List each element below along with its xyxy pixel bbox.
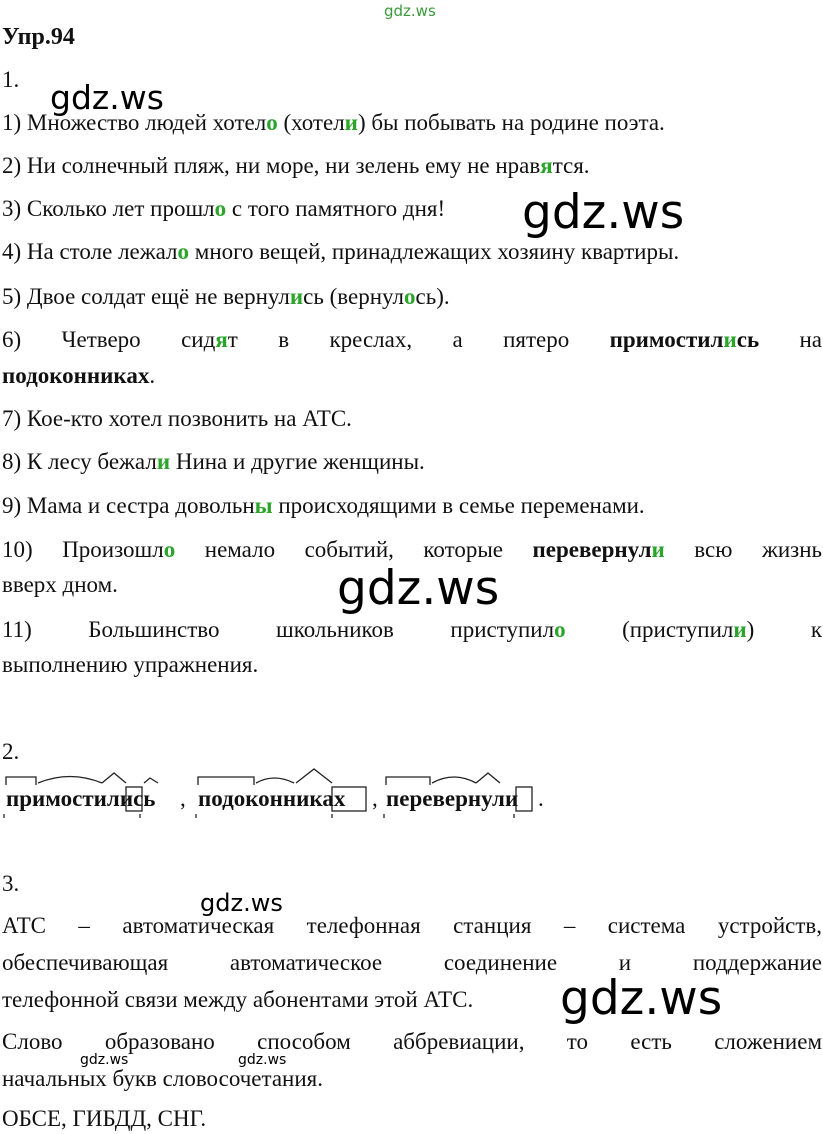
word: есть bbox=[630, 1029, 672, 1054]
word: Слово bbox=[2, 1029, 63, 1054]
text: 1) Множество людей хотел bbox=[2, 110, 267, 135]
section3-p3: ОБСЕ, ГИБДД, СНГ. bbox=[2, 1106, 207, 1131]
word: а bbox=[452, 327, 463, 352]
stem-bracket bbox=[4, 814, 140, 818]
text: 3) Сколько лет прошл bbox=[2, 196, 215, 221]
word: креслах, bbox=[329, 327, 413, 352]
text: приступил bbox=[450, 617, 555, 642]
morpheme-word: подоконниках bbox=[198, 786, 346, 811]
sentence-11-line-2: выполнению упражнения. bbox=[2, 652, 259, 677]
sentence-6-line-2 bbox=[2, 362, 822, 390]
text: 9) Мама и сестра довольн bbox=[2, 493, 255, 518]
word: немало bbox=[204, 537, 276, 562]
word: всю bbox=[694, 537, 733, 562]
word: и bbox=[618, 950, 632, 975]
ending-highlight: я bbox=[540, 153, 553, 178]
word: способом bbox=[257, 1029, 351, 1054]
word: в bbox=[278, 327, 290, 352]
sentence-4 bbox=[2, 238, 822, 266]
ending-highlight: и bbox=[344, 110, 358, 135]
watermark: gdz.ws bbox=[560, 971, 723, 1026]
ending-highlight: я bbox=[215, 327, 228, 352]
word: соединение bbox=[443, 950, 558, 975]
text: (хотел bbox=[277, 110, 345, 135]
word-bold bbox=[533, 537, 665, 562]
section3-p1-line-1 bbox=[2, 912, 822, 940]
watermark: gdz.ws bbox=[200, 889, 283, 917]
text: т bbox=[227, 327, 238, 352]
word: на bbox=[799, 327, 823, 352]
ending-highlight: о bbox=[266, 110, 278, 135]
text: ) бы побывать на родине поэта. bbox=[357, 110, 665, 135]
watermark: gdz.ws bbox=[50, 78, 164, 117]
text: 2) Ни солнечный пляж, ни море, ни зелень ему не нрав bbox=[2, 153, 541, 178]
section1-number: 1. bbox=[2, 67, 20, 92]
morpheme-word: перевернули bbox=[386, 786, 519, 811]
watermark: gdz.ws bbox=[238, 1052, 287, 1068]
word bbox=[450, 617, 565, 642]
word: к bbox=[810, 617, 823, 642]
stem-bracket bbox=[384, 814, 514, 818]
prefix-mark bbox=[6, 777, 36, 785]
text: примостил bbox=[609, 327, 724, 352]
word-bold: подоконниках bbox=[2, 363, 150, 388]
word: 6) Четверо bbox=[2, 327, 141, 352]
separator: . bbox=[538, 786, 544, 811]
ending-highlight: о bbox=[163, 537, 176, 562]
suffix-mark bbox=[296, 769, 332, 783]
watermark-top: gdz.ws bbox=[384, 2, 436, 20]
separator: , bbox=[180, 786, 186, 811]
prefix-mark bbox=[198, 777, 254, 785]
word: поддержание bbox=[692, 950, 823, 975]
morpheme-word: примостились bbox=[6, 786, 156, 811]
word: АТС bbox=[2, 913, 46, 938]
word: станция bbox=[453, 913, 532, 938]
sentence-8 bbox=[2, 448, 822, 476]
word: обеспечивающая bbox=[2, 950, 169, 975]
ending-highlight: и bbox=[651, 537, 665, 562]
section2-number: 2. bbox=[2, 739, 20, 764]
text: (приступил bbox=[622, 617, 734, 642]
word: то bbox=[566, 1029, 589, 1054]
text: происходящими в семье переменами. bbox=[272, 493, 645, 518]
word bbox=[181, 327, 238, 352]
root-arc bbox=[38, 777, 102, 784]
text: сид bbox=[181, 327, 216, 352]
separator: , bbox=[372, 786, 378, 811]
word: жизнь bbox=[761, 537, 823, 562]
word: 11) Большинство bbox=[2, 617, 220, 642]
sentence-6-line-1 bbox=[2, 326, 822, 354]
text: Произошл bbox=[62, 537, 164, 562]
section3-number: 3. bbox=[2, 871, 20, 896]
ending-highlight: ы bbox=[254, 493, 273, 518]
text: Нина и другие женщины. bbox=[170, 449, 425, 474]
word bbox=[62, 537, 175, 562]
sentence-5 bbox=[2, 283, 822, 311]
word: – bbox=[563, 913, 576, 938]
ending-highlight: о bbox=[214, 196, 227, 221]
text: много вещей, принадлежащих хозяину квартиры. bbox=[189, 239, 680, 264]
sentence-10-line-1 bbox=[2, 536, 822, 564]
ending-highlight: о bbox=[404, 284, 416, 309]
sentence-10-line-2: вверх дном. bbox=[2, 572, 118, 597]
text: . bbox=[149, 363, 156, 388]
word-bold bbox=[610, 327, 759, 352]
sentence-3 bbox=[2, 195, 822, 223]
suffix-mark bbox=[102, 773, 126, 783]
text: перевернул bbox=[532, 537, 652, 562]
sentence-7: 7) Кое-кто хотел позвонить на АТС. bbox=[2, 406, 352, 431]
suffix-mark bbox=[144, 778, 158, 783]
text: 4) На столе лежал bbox=[2, 239, 178, 264]
section3-p1-line-3: телефонной связи между абонентами этой АТС. bbox=[2, 987, 474, 1012]
root-arc bbox=[256, 778, 294, 783]
word: устройств, bbox=[717, 913, 823, 938]
word: 10) bbox=[2, 537, 33, 562]
text: сь bbox=[736, 327, 760, 352]
word: которые bbox=[423, 537, 504, 562]
ending-highlight: и bbox=[289, 284, 304, 309]
text: 5) Двое солдат ещё не вернул bbox=[2, 284, 290, 309]
text: с того памятного дня! bbox=[226, 196, 446, 221]
word bbox=[622, 617, 754, 642]
sentence-11-line-1 bbox=[2, 616, 822, 644]
ending-highlight: и bbox=[156, 449, 171, 474]
word: образовано bbox=[104, 1029, 215, 1054]
ending-highlight: о bbox=[177, 239, 190, 264]
ending-highlight: и bbox=[723, 327, 737, 352]
ending-highlight: о bbox=[554, 617, 566, 642]
watermark: gdz.ws bbox=[80, 1052, 129, 1068]
text: 8) К лесу бежал bbox=[2, 449, 157, 474]
watermark: gdz.ws bbox=[522, 185, 685, 240]
stem-bracket bbox=[196, 814, 332, 818]
text: тся. bbox=[552, 153, 590, 178]
word: автоматическое bbox=[229, 950, 383, 975]
prefix-mark bbox=[386, 777, 430, 785]
exercise-heading: Упр.94 bbox=[2, 24, 75, 50]
word: – bbox=[78, 913, 90, 938]
word: система bbox=[607, 913, 686, 938]
suffix-mark bbox=[476, 773, 500, 783]
section3-p2-line-2: начальных букв словосочетания. bbox=[2, 1066, 324, 1091]
word: сложением bbox=[714, 1029, 823, 1054]
word: событий, bbox=[304, 537, 394, 562]
word: аббревиации, bbox=[393, 1029, 525, 1054]
ending-box bbox=[516, 787, 532, 811]
sentence-9 bbox=[2, 492, 822, 520]
word: школьников bbox=[276, 617, 394, 642]
sentence-2 bbox=[2, 152, 822, 180]
morpheme-analysis bbox=[2, 768, 562, 818]
ending-highlight: и bbox=[733, 617, 747, 642]
text: сь (вернул bbox=[303, 284, 404, 309]
text: ) bbox=[746, 617, 755, 642]
root-arc bbox=[432, 777, 476, 783]
watermark: gdz.ws bbox=[337, 561, 500, 616]
word: телефонная bbox=[306, 913, 421, 938]
word: автоматическая bbox=[122, 913, 275, 938]
word: пятеро bbox=[503, 327, 570, 352]
text: сь). bbox=[415, 284, 450, 309]
